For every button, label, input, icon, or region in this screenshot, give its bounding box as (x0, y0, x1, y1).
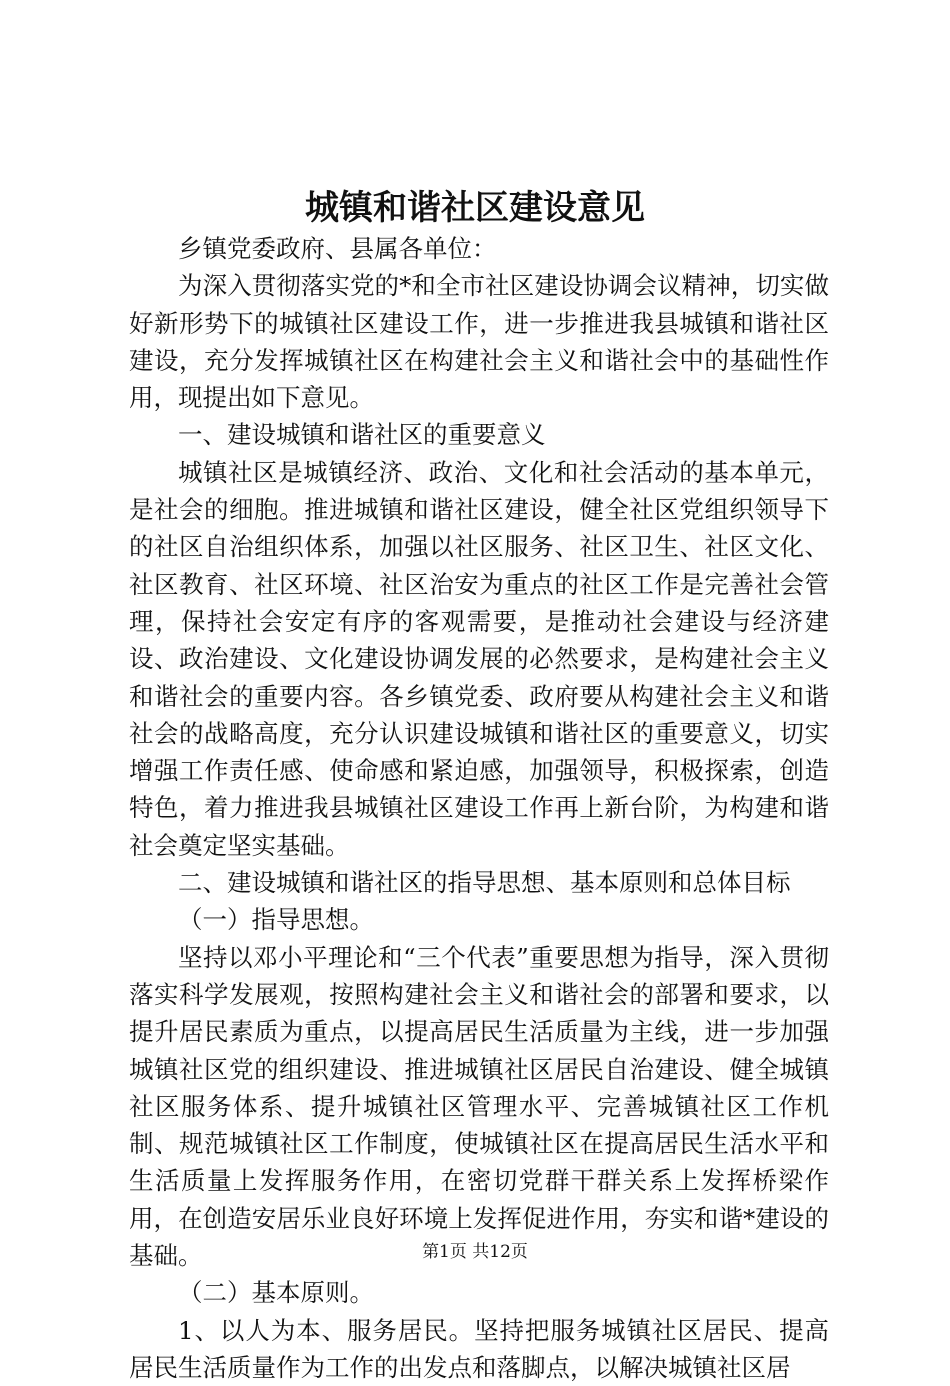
subsection-heading-basic-principles: （二）基本原则。 (178, 1278, 374, 1308)
subsection-heading-guiding-thought: （一）指导思想。 (178, 905, 374, 935)
principle-1-paragraph: 1、以人为本、服务居民。坚持把服务城镇社区居民、提高居民生活质量作为工作的出发点和落脚点，以解决城镇社区居 (129, 1315, 829, 1382)
guiding-thought-paragraph: 坚持以邓小平理论和“三个代表”重要思想为指导，深入贯彻落实科学发展观，按照构建社会主义和谐社会的部署和要求，以提升居民素质为重点，以提高居民生活质量为主线，进一步加强城镇社区党的组织建设、推进城镇社区居民自治建设、健全城镇社区服务体系、提升城镇社区管理水平、完善城镇社区工作机制、规范城镇社区工作制度，使城镇社区在提高居民生活水平和生活质量上发挥服务作用，在密切党群干群关系上发挥桥梁作用，在创造安居乐业良好环境上发挥促进作用，夯实和谐*建设的基础。 (129, 942, 829, 1271)
page-number-footer: 第1页 共12页 (422, 1242, 528, 1262)
salutation: 乡镇党委政府、县属各单位： (178, 234, 497, 263)
section-1-paragraph: 城镇社区是城镇经济、政治、文化和社会活动的基本单元，是社会的细胞。推进城镇和谐社区建设，健全社区党组织领导下的社区自治组织体系，加强以社区服务、社区卫生、社区文化、社区教育、社区环境、社区治安为重点的社区工作是完善社会管理，保持社会安定有序的客观需要，是推动社会建设与经济建设、政治建设、文化建设协调发展的必然要求，是构建社会主义和谐社会的重要内容。各乡镇党委、政府要从构建社会主义和谐社会的战略高度，充分认识建设城镇和谐社区的重要意义，切实增强工作责任感、使命感和紧迫感，加强领导，积极探索，创造特色，着力推进我县城镇社区建设工作再上新台阶，为构建和谐社会奠定坚实基础。 (129, 457, 829, 860)
intro-paragraph: 为深入贯彻落实党的*和全市社区建设协调会议精神，切实做好新形势下的城镇社区建设工作，进一步推进我县城镇和谐社区建设，充分发挥城镇社区在构建社会主义和谐社会中的基础性作用，现提出如下意见。 (129, 271, 829, 413)
document-title: 城镇和谐社区建设意见 (305, 188, 645, 228)
section-heading-2: 二、建设城镇和谐社区的指导思想、基本原则和总体目标 (178, 868, 791, 898)
document-body (129, 230, 829, 1386)
section-heading-1: 一、建设城镇和谐社区的重要意义 (178, 420, 546, 450)
